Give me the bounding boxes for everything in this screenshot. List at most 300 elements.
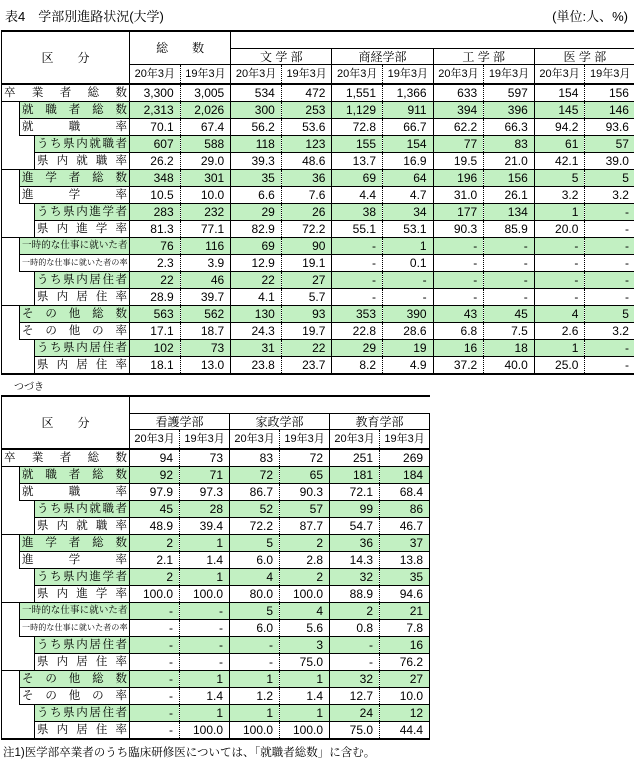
row-label: 就職者総数 <box>20 102 130 119</box>
value-cell: 45 <box>130 501 180 518</box>
value-cell: - <box>433 255 484 272</box>
value-cell: 85.9 <box>484 221 535 238</box>
value-cell: 73 <box>180 340 231 357</box>
value-cell: 146 <box>585 102 634 119</box>
row-label: 県内居住率 <box>35 654 130 671</box>
value-cell: 72.8 <box>332 119 383 136</box>
faculty-header: 工 学 部 <box>433 49 534 65</box>
value-cell: 2.1 <box>130 552 180 569</box>
indent-spacer <box>2 603 20 620</box>
indent-spacer <box>2 272 20 289</box>
row-label: 進学率 <box>20 552 130 569</box>
value-cell: 64 <box>383 170 434 187</box>
value-cell: 86 <box>380 501 430 518</box>
value-cell: 154 <box>534 84 585 102</box>
value-cell: 28 <box>180 501 230 518</box>
year-header: 19年3月 <box>380 430 430 450</box>
unit-note: (単位:人、%) <box>552 6 628 25</box>
value-cell: 20.0 <box>534 221 585 238</box>
table-row <box>2 569 430 586</box>
value-cell: - <box>534 238 585 255</box>
value-cell: - <box>130 671 180 688</box>
value-cell: 19.5 <box>433 153 484 170</box>
value-cell: 36 <box>330 535 380 552</box>
value-cell: 3.2 <box>534 187 585 204</box>
row-label: 卒業者総数 <box>2 449 130 467</box>
year-header: 19年3月 <box>585 65 634 85</box>
value-cell: - <box>484 272 535 289</box>
value-cell: 77.1 <box>180 221 231 238</box>
year-header: 20年3月 <box>230 430 280 450</box>
value-cell: 26.2 <box>130 153 181 170</box>
value-cell: 86.7 <box>230 484 280 501</box>
value-cell: 1 <box>180 705 230 722</box>
value-cell: 1 <box>534 340 585 357</box>
value-cell: 3,005 <box>180 84 231 102</box>
value-cell: 72 <box>280 449 330 467</box>
value-cell: 21 <box>380 603 430 620</box>
value-cell: 6.6 <box>231 187 282 204</box>
value-cell: 5 <box>585 170 634 187</box>
value-cell: 5.7 <box>281 289 332 306</box>
value-cell: 607 <box>130 136 181 153</box>
row-label: その他総数 <box>20 306 130 323</box>
indent-spacer <box>2 102 20 119</box>
value-cell: 53.6 <box>281 119 332 136</box>
value-cell: 1 <box>280 705 330 722</box>
value-cell: - <box>130 688 180 705</box>
value-cell: 2,313 <box>130 102 181 119</box>
indent-spacer <box>2 136 20 153</box>
value-cell: 1.4 <box>180 552 230 569</box>
table-row <box>2 654 430 671</box>
indent-spacer <box>2 518 20 535</box>
value-cell: 2 <box>280 569 330 586</box>
value-cell: 0.8 <box>330 620 380 637</box>
value-cell: 5 <box>230 603 280 620</box>
indent-spacer <box>2 688 20 705</box>
row-label: 県内進学率 <box>35 221 130 238</box>
table-row <box>2 221 634 238</box>
value-cell: - <box>433 238 484 255</box>
value-cell: 88.9 <box>330 586 380 603</box>
continued-label: つづき <box>0 375 634 395</box>
row-label: 卒業者総数 <box>2 84 130 102</box>
value-cell: 28.6 <box>383 323 434 340</box>
table-row <box>2 484 430 501</box>
value-cell: 19.1 <box>281 255 332 272</box>
value-cell: - <box>180 637 230 654</box>
table-row <box>2 187 634 204</box>
table-row <box>2 153 634 170</box>
value-cell: 43 <box>433 306 484 323</box>
value-cell: 633 <box>433 84 484 102</box>
value-cell: 39.0 <box>585 153 634 170</box>
table-row <box>2 289 634 306</box>
value-cell: 16 <box>433 340 484 357</box>
value-cell: 94.2 <box>534 119 585 136</box>
value-cell: 62.2 <box>433 119 484 136</box>
value-cell: 1 <box>180 569 230 586</box>
value-cell: 17.1 <box>130 323 181 340</box>
year-header: 20年3月 <box>330 430 380 450</box>
value-cell: - <box>534 272 585 289</box>
value-cell: 0.1 <box>383 255 434 272</box>
year-header: 19年3月 <box>180 430 230 450</box>
value-cell: 5 <box>230 535 280 552</box>
indent-spacer <box>2 204 20 221</box>
value-cell: 10.0 <box>380 688 430 705</box>
value-cell: 65 <box>280 467 330 484</box>
value-cell: 18 <box>484 340 535 357</box>
year-header: 20年3月 <box>130 430 180 450</box>
value-cell: 67.4 <box>180 119 231 136</box>
row-label: 県内居住率 <box>35 289 130 306</box>
table-row <box>2 84 634 102</box>
value-cell: 472 <box>281 84 332 102</box>
row-label: 一時的な仕事に就いた者の率 <box>20 620 130 637</box>
indent-spacer <box>2 340 20 357</box>
value-cell: 4 <box>280 603 330 620</box>
value-cell: 251 <box>330 449 380 467</box>
value-cell: 57 <box>280 501 330 518</box>
year-header: 20年3月 <box>433 65 484 85</box>
indent-spacer <box>2 119 20 136</box>
table-row <box>2 238 634 255</box>
value-cell: 54.7 <box>330 518 380 535</box>
value-cell: 10.5 <box>130 187 181 204</box>
value-cell: 2 <box>130 535 180 552</box>
value-cell: 14.3 <box>330 552 380 569</box>
value-cell: 100.0 <box>280 722 330 740</box>
value-cell: 1 <box>230 705 280 722</box>
value-cell: - <box>130 705 180 722</box>
indent-spacer <box>20 357 35 375</box>
table-row <box>2 518 430 535</box>
page-title: 表4 学部別進路状況(大学) <box>5 6 164 25</box>
value-cell: - <box>585 357 634 375</box>
value-cell: 3.2 <box>585 187 634 204</box>
value-cell: 588 <box>180 136 231 153</box>
value-cell: 73 <box>180 449 230 467</box>
value-cell: 35 <box>231 170 282 187</box>
value-cell: 29.0 <box>180 153 231 170</box>
value-cell: 69 <box>231 238 282 255</box>
value-cell: 23.8 <box>231 357 282 375</box>
indent-spacer <box>2 535 20 552</box>
value-cell: 75.0 <box>280 654 330 671</box>
indent-spacer <box>20 289 35 306</box>
value-cell: 18.1 <box>130 357 181 375</box>
row-label: 県内居住率 <box>35 722 130 740</box>
table-row <box>2 467 430 484</box>
value-cell: - <box>180 620 230 637</box>
value-cell: 66.7 <box>383 119 434 136</box>
year-header: 20年3月 <box>231 65 282 85</box>
year-header: 19年3月 <box>383 65 434 85</box>
value-cell: 177 <box>433 204 484 221</box>
value-cell: 92 <box>130 467 180 484</box>
value-cell: 3,300 <box>130 84 181 102</box>
total-header: 総 数 <box>130 31 231 65</box>
value-cell: 155 <box>332 136 383 153</box>
value-cell: 269 <box>380 449 430 467</box>
value-cell: - <box>332 289 383 306</box>
value-cell: 300 <box>231 102 282 119</box>
value-cell: 82.9 <box>231 221 282 238</box>
value-cell: 1.4 <box>280 688 330 705</box>
value-cell: 22.8 <box>332 323 383 340</box>
row-label: うち県内居住者 <box>35 272 130 289</box>
value-cell: 27 <box>380 671 430 688</box>
value-cell: - <box>585 289 634 306</box>
indent-spacer <box>20 340 35 357</box>
year-header: 19年3月 <box>280 430 330 450</box>
indent-spacer <box>20 722 35 740</box>
table-row <box>2 119 634 136</box>
value-cell: 3 <box>280 637 330 654</box>
table-row <box>2 449 430 467</box>
row-label: うち県内進学者 <box>35 569 130 586</box>
indent-spacer <box>2 501 20 518</box>
table-row <box>2 637 430 654</box>
value-cell: - <box>180 654 230 671</box>
value-cell: 7.8 <box>380 620 430 637</box>
value-cell: 56.2 <box>231 119 282 136</box>
value-cell: 29 <box>231 204 282 221</box>
indent-spacer <box>2 586 20 603</box>
value-cell: 2.8 <box>280 552 330 569</box>
faculty-header: 家政学部 <box>230 414 330 430</box>
indent-spacer <box>20 204 35 221</box>
value-cell: 81.3 <box>130 221 181 238</box>
value-cell: - <box>383 289 434 306</box>
indent-spacer <box>2 221 20 238</box>
value-cell: - <box>585 238 634 255</box>
value-cell: 71 <box>180 467 230 484</box>
year-header: 19年3月 <box>180 65 231 85</box>
value-cell: 34 <box>383 204 434 221</box>
value-cell: 10.0 <box>180 187 231 204</box>
value-cell: 390 <box>383 306 434 323</box>
row-label: 進学者総数 <box>20 535 130 552</box>
value-cell: - <box>332 272 383 289</box>
value-cell: 1 <box>180 535 230 552</box>
value-cell: 12.9 <box>231 255 282 272</box>
value-cell: 48.9 <box>130 518 180 535</box>
value-cell: 75.0 <box>330 722 380 740</box>
value-cell: 283 <box>130 204 181 221</box>
value-cell: - <box>180 603 230 620</box>
value-cell: 83 <box>230 449 280 467</box>
value-cell: - <box>534 255 585 272</box>
table-row <box>2 272 634 289</box>
table-row <box>2 102 634 119</box>
indent-spacer <box>20 153 35 170</box>
table-row <box>2 671 430 688</box>
table-row <box>2 620 430 637</box>
value-cell: 77 <box>433 136 484 153</box>
corner-header: 区 分 <box>2 396 130 449</box>
value-cell: 4 <box>230 569 280 586</box>
value-cell: - <box>433 289 484 306</box>
table-row <box>2 340 634 357</box>
value-cell: 13.8 <box>380 552 430 569</box>
value-cell: 116 <box>180 238 231 255</box>
value-cell: 99 <box>330 501 380 518</box>
table-row <box>2 705 430 722</box>
row-label: 就職者総数 <box>20 467 130 484</box>
table-row <box>2 586 430 603</box>
value-cell: 100.0 <box>180 586 230 603</box>
value-cell: 130 <box>231 306 282 323</box>
value-cell: 46.7 <box>380 518 430 535</box>
header-strip <box>130 396 430 414</box>
value-cell: 72.1 <box>330 484 380 501</box>
value-cell: - <box>433 272 484 289</box>
indent-spacer <box>2 306 20 323</box>
value-cell: 154 <box>383 136 434 153</box>
value-cell: 80.0 <box>230 586 280 603</box>
value-cell: - <box>332 238 383 255</box>
value-cell: 2 <box>330 603 380 620</box>
value-cell: 394 <box>433 102 484 119</box>
value-cell: 90.3 <box>280 484 330 501</box>
row-label: うち県内居住者 <box>35 340 130 357</box>
indent-spacer <box>2 238 20 255</box>
value-cell: - <box>484 289 535 306</box>
table-row <box>2 552 430 569</box>
value-cell: - <box>230 637 280 654</box>
value-cell: 156 <box>585 84 634 102</box>
value-cell: 38 <box>332 204 383 221</box>
footnote: 注1)医学部卒業者のうち臨床研修医については、「就職者総数」に含む。 <box>0 740 634 760</box>
value-cell: 68.4 <box>380 484 430 501</box>
row-label: 就職率 <box>20 119 130 136</box>
indent-spacer <box>2 153 20 170</box>
table-row <box>2 170 634 187</box>
value-cell: - <box>585 204 634 221</box>
indent-spacer <box>2 637 20 654</box>
value-cell: - <box>230 654 280 671</box>
row-label: うち県内居住者 <box>35 705 130 722</box>
value-cell: 24.3 <box>231 323 282 340</box>
value-cell: 13.0 <box>180 357 231 375</box>
value-cell: 1 <box>180 671 230 688</box>
table-row <box>2 357 634 375</box>
value-cell: 72.2 <box>230 518 280 535</box>
value-cell: 39.3 <box>231 153 282 170</box>
value-cell: 18.7 <box>180 323 231 340</box>
value-cell: 1 <box>230 671 280 688</box>
indent-spacer <box>20 654 35 671</box>
value-cell: 26.1 <box>484 187 535 204</box>
value-cell: 232 <box>180 204 231 221</box>
row-label: 就職率 <box>20 484 130 501</box>
indent-spacer <box>2 255 20 272</box>
value-cell: - <box>330 637 380 654</box>
indent-spacer <box>2 705 20 722</box>
table-row <box>2 306 634 323</box>
table-row <box>2 255 634 272</box>
row-label: 一時的な仕事に就いた者 <box>20 603 130 620</box>
row-label: 一時的な仕事に就いた者の率 <box>20 255 130 272</box>
row-label: その他の率 <box>20 323 130 340</box>
value-cell: 5 <box>585 306 634 323</box>
value-cell: 1 <box>383 238 434 255</box>
value-cell: - <box>130 654 180 671</box>
value-cell: 156 <box>484 170 535 187</box>
indent-spacer <box>20 221 35 238</box>
indent-spacer <box>20 569 35 586</box>
value-cell: 6.8 <box>433 323 484 340</box>
value-cell: 37 <box>380 535 430 552</box>
value-cell: 348 <box>130 170 181 187</box>
row-label: 県内居住率 <box>35 357 130 375</box>
table-row <box>2 688 430 705</box>
value-cell: 53.1 <box>383 221 434 238</box>
value-cell: 181 <box>330 467 380 484</box>
value-cell: 19 <box>383 340 434 357</box>
table-faculty-overview <box>1 30 634 375</box>
value-cell: 19.7 <box>281 323 332 340</box>
value-cell: 102 <box>130 340 181 357</box>
value-cell: - <box>332 255 383 272</box>
value-cell: 4 <box>534 306 585 323</box>
value-cell: 52 <box>230 501 280 518</box>
year-header: 20年3月 <box>534 65 585 85</box>
title-bar <box>0 4 634 30</box>
value-cell: - <box>585 272 634 289</box>
table-row <box>2 535 430 552</box>
indent-spacer <box>20 272 35 289</box>
indent-spacer <box>20 501 35 518</box>
value-cell: 1,129 <box>332 102 383 119</box>
value-cell: 83 <box>484 136 535 153</box>
value-cell: 12 <box>380 705 430 722</box>
row-label: 県内就職率 <box>35 518 130 535</box>
row-label: 進学者総数 <box>20 170 130 187</box>
table-row <box>2 603 430 620</box>
indent-spacer <box>2 552 20 569</box>
value-cell: 29 <box>332 340 383 357</box>
indent-spacer <box>2 170 20 187</box>
value-cell: 28.9 <box>130 289 181 306</box>
faculty-header: 看護学部 <box>130 414 230 430</box>
value-cell: 12.7 <box>330 688 380 705</box>
value-cell: 21.0 <box>484 153 535 170</box>
value-cell: - <box>534 289 585 306</box>
value-cell: 37.2 <box>433 357 484 375</box>
year-header: 20年3月 <box>130 65 181 85</box>
value-cell: 1 <box>280 671 330 688</box>
row-label: うち県内就職者 <box>35 501 130 518</box>
value-cell: - <box>585 221 634 238</box>
value-cell: - <box>130 637 180 654</box>
indent-spacer <box>2 323 20 340</box>
value-cell: 22 <box>281 340 332 357</box>
value-cell: 123 <box>281 136 332 153</box>
value-cell: 32 <box>330 671 380 688</box>
indent-spacer <box>2 289 20 306</box>
value-cell: 1.2 <box>230 688 280 705</box>
header-strip <box>231 31 634 49</box>
value-cell: 7.5 <box>484 323 535 340</box>
value-cell: 184 <box>380 467 430 484</box>
indent-spacer <box>2 722 20 740</box>
value-cell: 100.0 <box>180 722 230 740</box>
table-row <box>2 323 634 340</box>
